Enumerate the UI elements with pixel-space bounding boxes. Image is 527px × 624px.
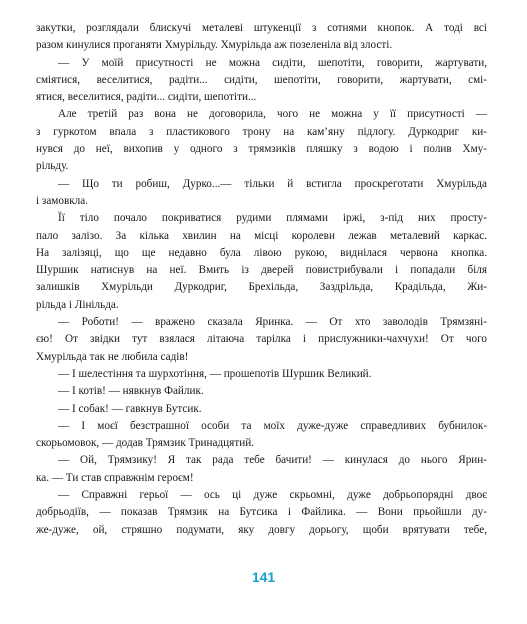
text-line: залишків Хмурільди Дуркодриг, Брехільда, Заздрільда, Крадільда, Жи- [36, 281, 487, 294]
text-line: — Ой, Трямзику! Я так рада тебе бачити! — кинулася до нього Ярин- [58, 454, 487, 467]
text-line: Її тіло почало покриватися рудими плямами іржі, з-під них просту- [58, 212, 487, 225]
page-number: 141 [251, 569, 276, 585]
text-line: — І котів! — нявкнув Файлик. [58, 385, 204, 398]
text-line: рільда і Лінільда. [36, 298, 119, 311]
text-line: єю! От звідки тут взялася літаюча тарілка і прислужники-чахчухи! От чого [36, 333, 487, 346]
paragraph [36, 55, 487, 107]
text-line: закутки, розглядали блискучі металеві штукенції з сотнями кнопок. А тоді всі [36, 22, 487, 34]
text-line: Шуршик натиснув на неї. Вмить із дверей повистрибували і попадали біля [36, 264, 487, 277]
paragraph [36, 106, 487, 175]
text-line: — І собак! — гавкнув Бутсик. [58, 402, 202, 415]
text-line: і замовкла. [36, 194, 89, 207]
text-line: добрьодіїв, — показав Трямзик на Бутсика і Файлика. — Вони прьойшли ду- [36, 506, 487, 519]
text-line: з гуркотом впала з пластикового трону на кам’яну підлогу. Дуркодриг ки- [36, 125, 487, 138]
text-line: — Що ти робиш, Дурко...— тільки й встигла проскреготати Хмурільда [58, 177, 487, 190]
text-line: скорьомовок, — додав Трямзик Тринадцятий. [36, 437, 254, 450]
text-line: — Роботи! — вражено сказала Яринка. — От хто заволодів Трямзяні- [58, 316, 487, 329]
paragraph [36, 176, 487, 211]
paragraph [36, 20, 487, 55]
text-line: рільду. [36, 160, 69, 173]
text-line: же-дуже, ой, стряшно подумати, яку довгу дорьогу, щоби врятувати тебе, [36, 523, 487, 536]
text-line: Але третій раз вона не договорила, чого не можна у її присутності — [58, 108, 487, 121]
text-line: нувся до неї, вихопив у одного з трямзиків пляшку з водою і полив Хму- [36, 143, 487, 156]
paragraph [36, 366, 487, 383]
paragraph [36, 210, 487, 314]
paragraph [36, 401, 487, 418]
text-line: — І шелестіння та шурхотіння, — прошепотів Шуршик Великий. [58, 367, 372, 380]
paragraph [36, 452, 487, 487]
paragraph [36, 487, 487, 539]
text-line: разом кинулися проганяти Хмурільду. Хмурільда аж позеленіла від злості. [36, 39, 393, 52]
text-line: — У моїй присутності не можна сидіти, шепотіти, говорити, жартувати, [58, 56, 487, 69]
page-body [36, 20, 487, 539]
text-line: Хмурільда так не любила садів! [36, 350, 189, 363]
text-line: сміятися, веселитися, радіти... сидіти, шепотіти, говорити, жартувати, смі- [36, 73, 487, 86]
text-line: ятися, веселитися, радіти... сидіти, шепотіти... [36, 91, 257, 104]
text-line: пало залізо. За кілька хвилин на місці королеви лежав металевий каркас. [36, 229, 487, 242]
text-line: — Справжні герьої — ось ці дуже скрьомні, дуже добрьопорядні двоє [58, 489, 487, 502]
paragraph [36, 314, 487, 366]
text-line: На залізяці, що ще недавно була лівою рукою, виднілася червона кнопка. [36, 246, 487, 259]
paragraph [36, 418, 487, 453]
text-line: ка. — Ти став справжнім героєм! [36, 471, 194, 484]
text-line: — І моєї безстрашної особи та моїх дуже-дуже справедливих бубнилок- [58, 419, 487, 432]
paragraph [36, 383, 487, 400]
